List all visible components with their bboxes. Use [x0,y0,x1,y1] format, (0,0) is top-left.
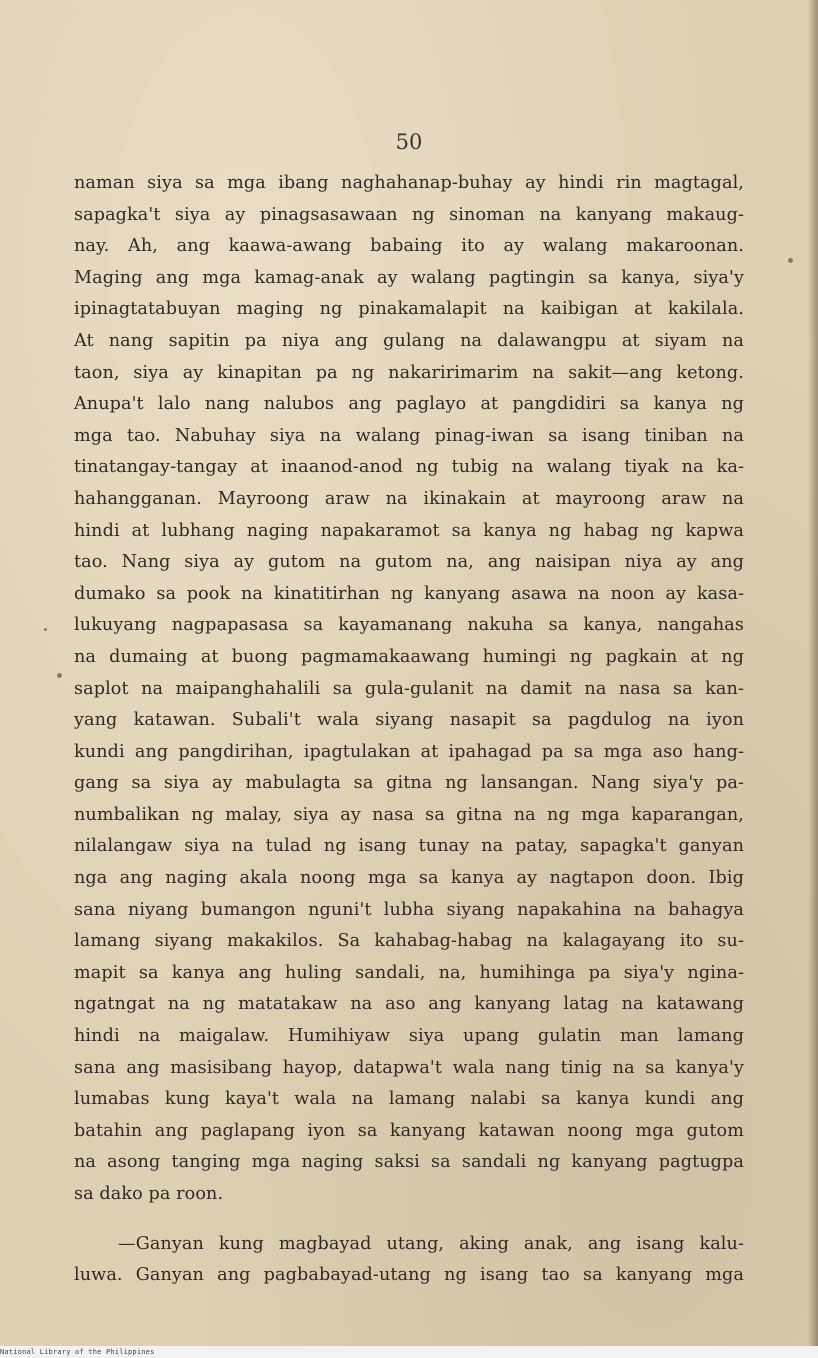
text-line: dumako sa pook na kinatitirhan ng kanyang asawa na noon ay kasa- [74,583,744,604]
text-line: —Ganyan kung magbayad utang, aking anak, ang isang kalu- [118,1233,744,1254]
page-number: 50 [395,130,423,154]
text-line: ngatngat na ng matatakaw na aso ang kanyang latag na katawang [74,994,744,1015]
body-text [74,168,744,1292]
text-line: sana niyang bumangon nguni't lubha siyang napakahina na bahagya [74,899,744,920]
text-line: hindi na maigalaw. Humihiyaw siya upang gulatin man lamang [74,1026,744,1047]
library-footer: National Library of the Philippines [0,1348,155,1356]
ink-speck [57,673,62,678]
ink-speck [44,628,47,631]
text-line: taon, siya ay kinapitan pa ng nakaririmarim na sakit—ang ketong. [74,362,744,383]
text-line: Anupa't lalo nang nalubos ang paglayo at pangdidiri sa kanya ng [74,394,744,415]
text-line: sana ang masisibang hayop, datapwa't wala nang tinig na sa kanya'y [74,1057,744,1078]
text-line: nilalangaw siya na tulad ng isang tunay na patay, sapagka't ganyan [74,836,744,857]
text-line: tao. Nang siya ay gutom na gutom na, ang naisipan niya ay ang [74,552,744,573]
text-line: nay. Ah, ang kaawa-awang babaing ito ay walang makaroonan. [74,236,744,257]
text-line: ipinagtatabuyan maging ng pinakamalapit na kaibigan at kakilala. [74,299,744,320]
text-line: hindi at lubhang naging napakaramot sa kanya ng habag ng kapwa [74,520,744,541]
text-line: hahangganan. Mayroong araw na ikinakain at mayroong araw na [74,488,744,509]
text-line: mga tao. Nabuhay siya na walang pinag-iwan sa isang tiniban na [74,425,744,446]
text-line: yang katawan. Subali't wala siyang nasapit sa pagdulog na iyon [74,710,744,731]
text-line: lukuyang nagpapasasa sa kayamanang nakuha sa kanya, nangahas [74,615,744,636]
text-line: na dumaing at buong pagmamakaawang humingi ng pagkain at ng [74,646,744,667]
page-edge-shadow [808,0,818,1346]
text-line: batahin ang paglapang iyon sa kanyang katawan noong mga gutom [74,1120,744,1141]
text-line: naman siya sa mga ibang naghahanap-buhay ay hindi rin magtagal, [74,173,744,193]
ink-speck [788,258,793,263]
text-line: luwa. Ganyan ang pagbabayad-utang ng isang tao sa kanyang mga [74,1265,744,1286]
text-line: sapagka't siya ay pinagsasawaan ng sinoman na kanyang makaug- [74,204,744,225]
text-line: saplot na maipanghahalili sa gula-gulanit na damit na nasa sa kan- [74,678,744,699]
text-line: lumabas kung kaya't wala na lamang nalabi sa kanya kundi ang [74,1089,744,1110]
text-line: lamang siyang makakilos. Sa kahabag-habag na kalagayang ito su- [74,931,744,952]
text-line: kundi ang pangdirihan, ipagtulakan at ipahagad pa sa mga aso hang- [74,741,744,762]
text-line: numbalikan ng malay, siya ay nasa sa gitna na ng mga kaparangan, [74,804,744,825]
text-line: na asong tanging mga naging saksi sa sandali ng kanyang pagtugpa [74,1152,744,1173]
text-line: Maging ang mga kamag-anak ay walang pagtingin sa kanya, siya'y [74,267,744,288]
text-line: sa dako pa roon. [74,1184,224,1204]
text-line: At nang sapitin pa niya ang gulang na dalawangpu at siyam na [74,330,744,351]
paragraph-gap [74,1211,744,1229]
text-line: mapit sa kanya ang huling sandali, na, humihinga pa siya'y ngina- [74,962,744,983]
text-line: nga ang naging akala noong mga sa kanya ay nagtapon doon. Ibig [74,868,744,889]
text-line: gang sa siya ay mabulagta sa gitna ng lansangan. Nang siya'y pa- [74,773,744,794]
text-line: tinatangay-tangay at inaanod-anod ng tubig na walang tiyak na ka- [74,457,744,478]
